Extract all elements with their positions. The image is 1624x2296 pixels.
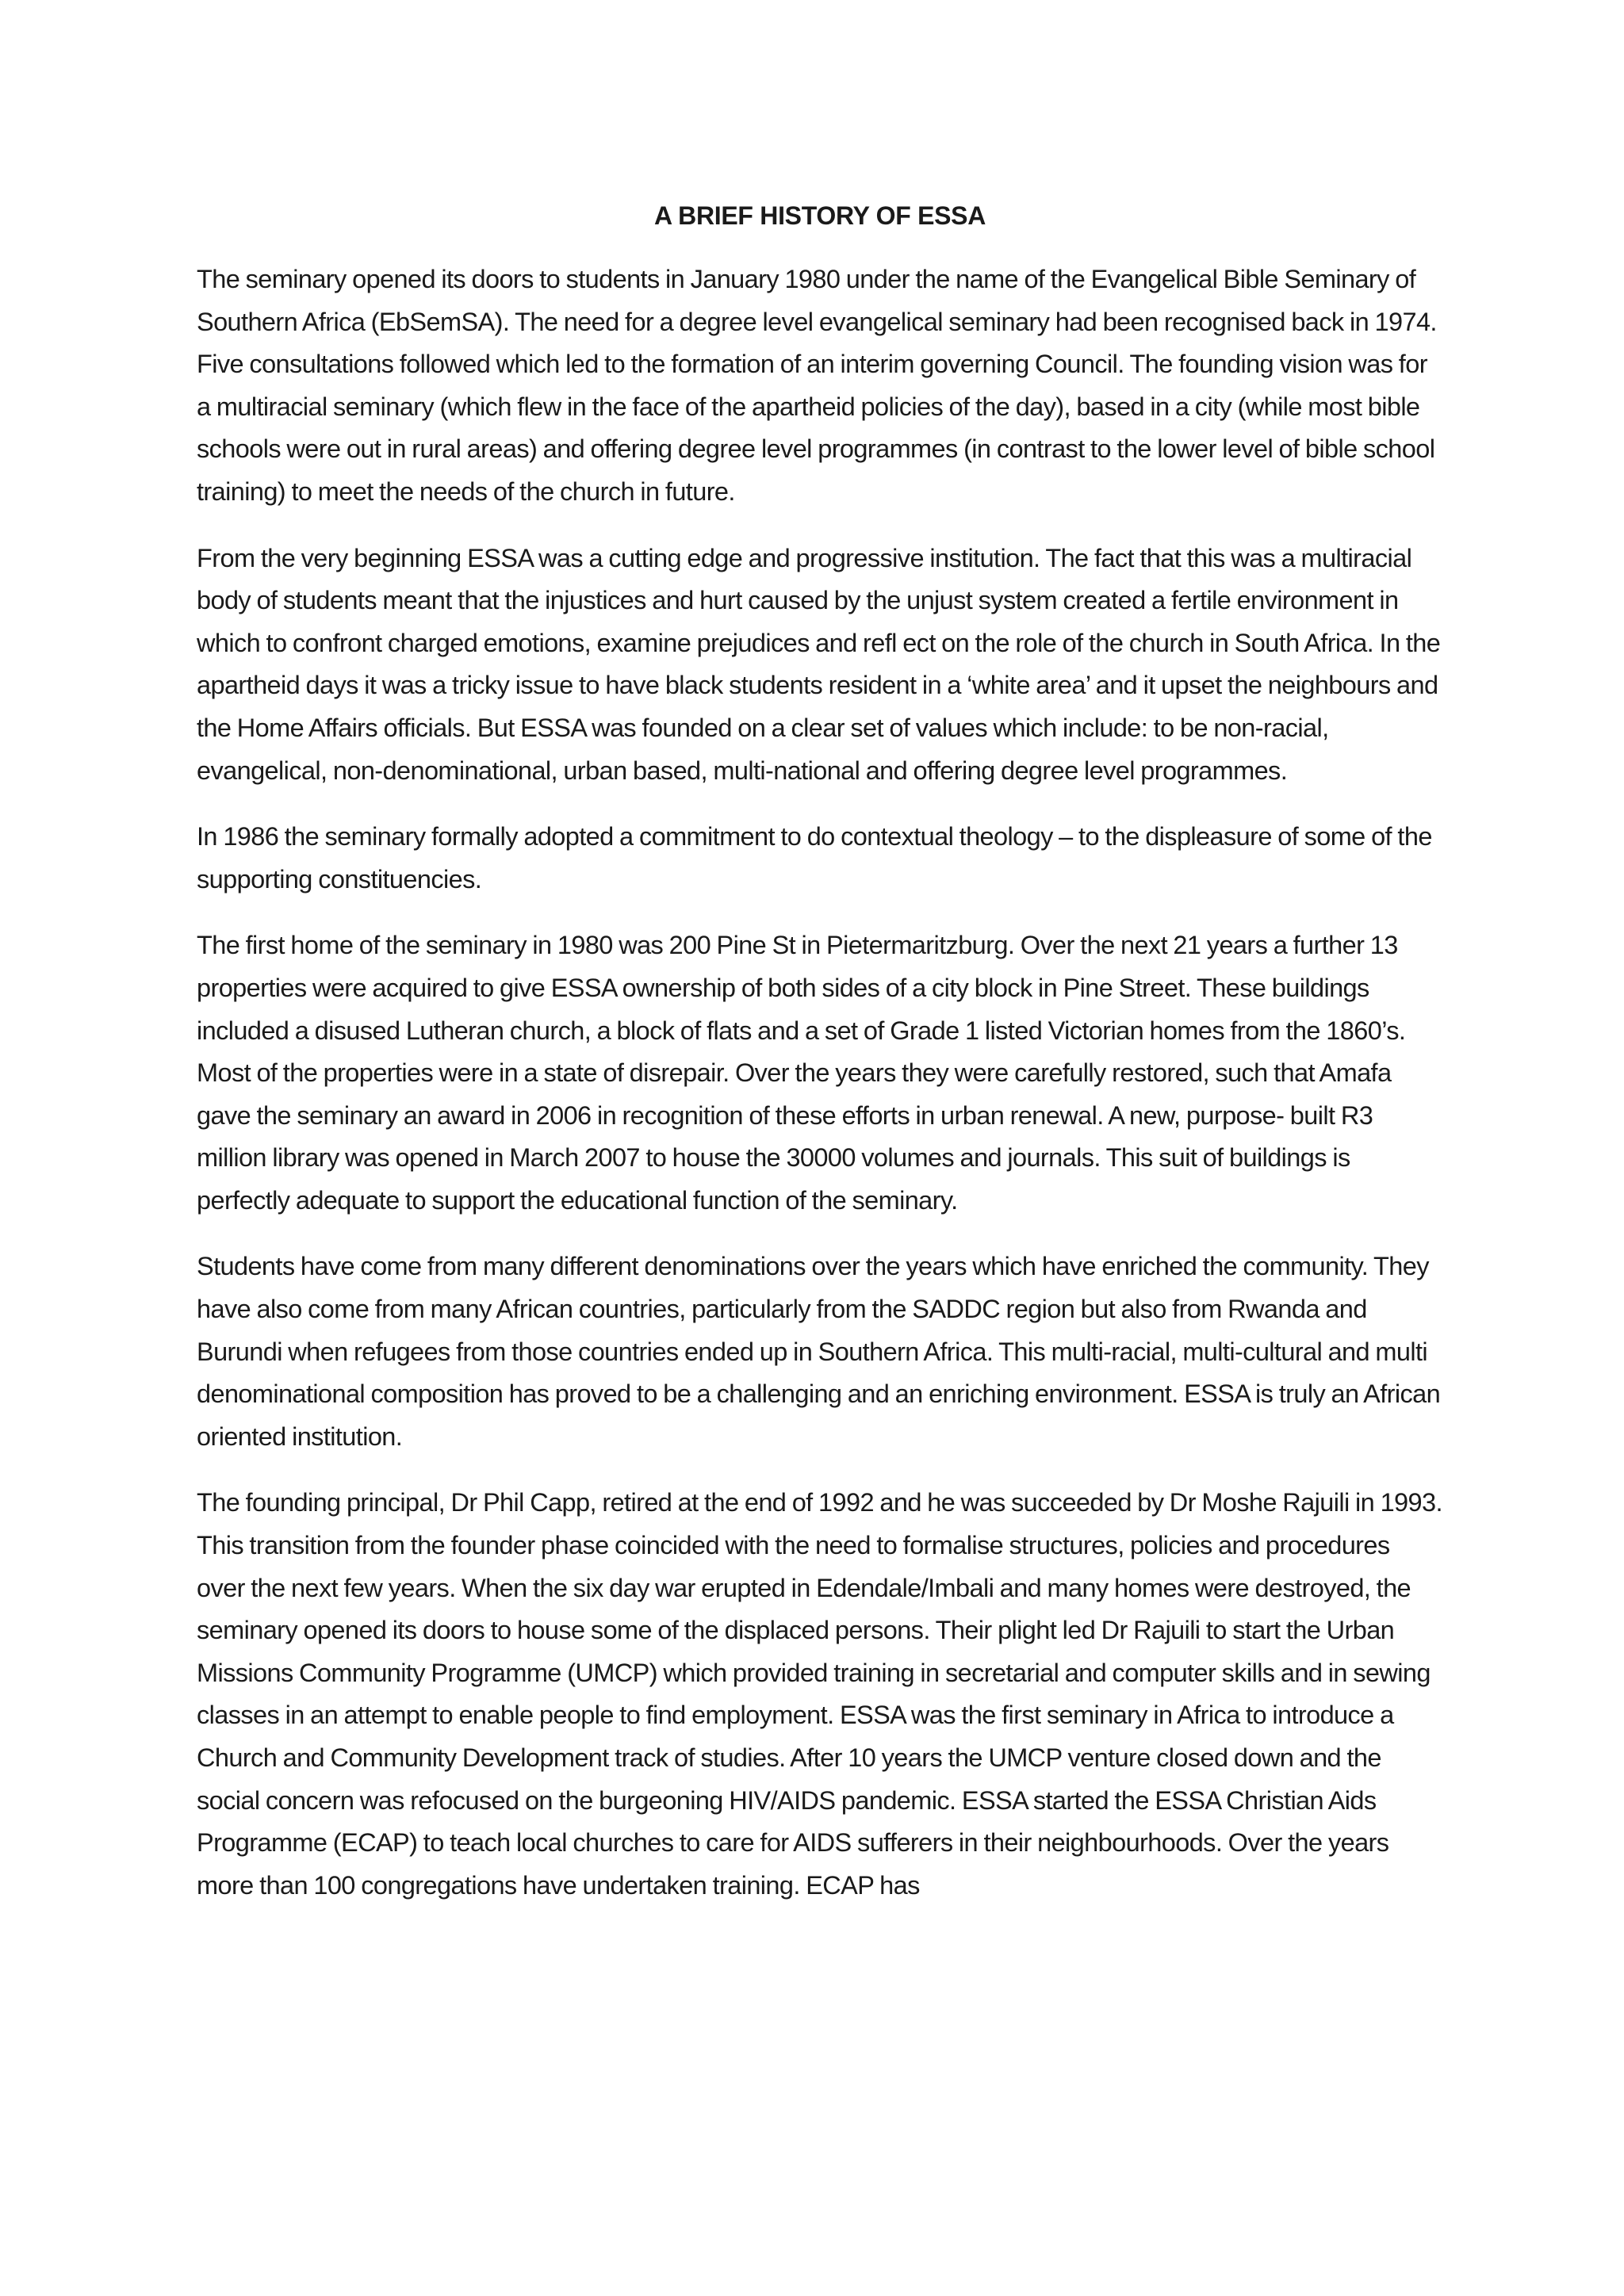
paragraph-properties: The first home of the seminary in 1980 was 200 Pine St in Pietermaritzburg. Over the next 21 years a further 13 properties were acquired to give ESSA ownership of both sides of a city block in Pine Street. These buildings included a disused Lutheran church, a block of flats and a set of Grade 1 listed Victorian homes from the 1860’s. Most of the properties were in a state of disrepair. Over the years they were carefully restored, such that Amafa gave the seminary an award in 2006 in recognition of these efforts in urban renewal. A new, purpose- built R3 million library was opened in March 2007 to house the 30000 volumes and journals. This suit of buildings is perfectly adequate to support the educational function of the seminary.: [197, 931, 1406, 1215]
paragraph-students: Students have come from many different denominations over the years which have enriched the community. They have also come from many African countries, particularly from the SADDC region but also from Rwanda and Burundi when refugees from those countries ended up in Southern Africa. This multi-racial, multi-cultural and multi denominational composition has proved to be a challenging and an enriching environment. ESSA is truly an African oriented institution.: [197, 1252, 1441, 1451]
paragraph-progressive-institution: From the very beginning ESSA was a cutting edge and progressive institution. The fact that this was a multiracial body of students meant that the injustices and hurt caused by the unjust system created a fertile environment in which to confront charged emotions, examine prejudices and refl ect on the role of the church in South Africa. In the apartheid days it was a tricky issue to have black students resident in a ‘white area’ and it upset the neighbours and the Home Affairs officials. But ESSA was founded on a clear set of values which include: to be non-racial, evangelical, non-denominational, urban based, multi-national and offering degree level programmes.: [197, 543, 1441, 785]
document-body: [197, 187, 1443, 1931]
paragraph-principals: The founding principal, Dr Phil Capp, retired at the end of 1992 and he was succeeded by Dr Moshe Rajuili in 1993. This transition from the founder phase coincided with the need to formalise structures, policies and procedures over the next few years. When the six day war erupted in Edendale/Imbali and many homes were destroyed, the seminary opened its doors to house some of the displaced persons. Their plight led Dr Rajuili to start the Urban Missions Community Programme (UMCP) which provided training in secretarial and computer skills and in sewing classes in an attempt to enable people to find employment. ESSA was the first seminary in Africa to introduce a Church and Community Development track of studies. After 10 years the UMCP venture closed down and the social concern was refocused on the burgeoning HIV/AIDS pandemic. ESSA started the ESSA Christian Aids Programme (ECAP) to teach local churches to care for AIDS sufferers in their neighbourhoods. Over the years more than 100 congregations have undertaken training. ECAP has: [197, 1488, 1442, 1900]
paragraph-founding: The seminary opened its doors to students in January 1980 under the name of the Evangelical Bible Seminary of Southern Africa (EbSemSA). The need for a degree level evangelical seminary had been recognised back in 1974. Five consultations followed which led to the formation of an interim governing Council. The founding vision was for a multiracial seminary (which flew in the face of the apartheid policies of the day), based in a city (while most bible schools were out in rural areas) and offering degree level programmes (in contrast to the lower level of bible school training) to meet the needs of the church in future.: [197, 265, 1437, 506]
document-title: A BRIEF HISTORY OF ESSA: [653, 201, 986, 230]
paragraph-contextual-theology: In 1986 the seminary formally adopted a commitment to do contextual theology – to the displeasure of some of the supporting constituencies.: [197, 822, 1432, 894]
